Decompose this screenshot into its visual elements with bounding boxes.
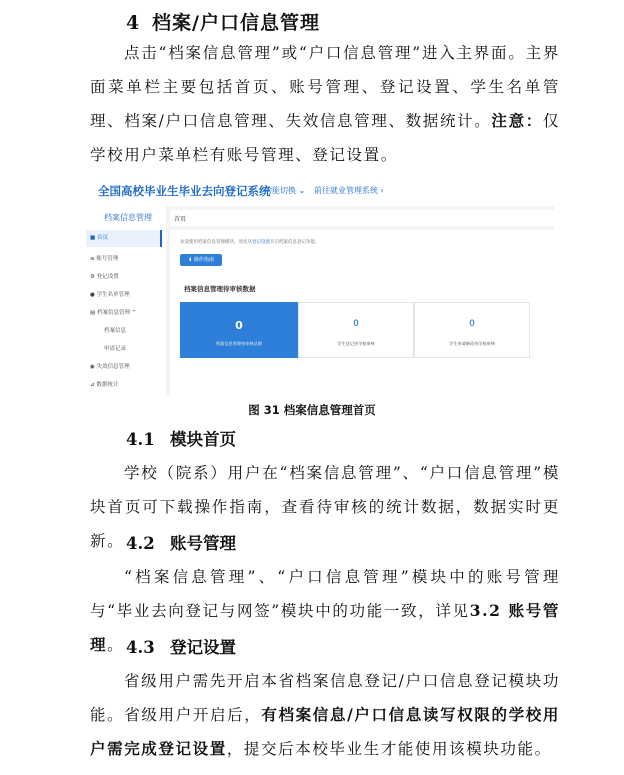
stat-label: 档案信息管理待审核总数 [215,341,263,346]
stats-title: 档案信息管理待审核数据 [184,285,256,293]
paragraph-text: 点击“档案信息管理”或“户口信息管理”进入主界面。主界面菜单栏主要包括首页、账号管理、登记设置、学生名单管理、档案/户口信息管理、失效信息管理、数据统计。 [90,44,560,130]
stat-value: 0 [235,319,243,332]
sidebar-item-register[interactable]: ⚙ 登记设置 [90,274,119,280]
sidebar-item-home[interactable]: ■ 首页 [86,230,162,247]
section-number: 4.2 [126,534,155,553]
stat-value: 0 [353,319,359,329]
stat-register-pending[interactable] [298,302,414,358]
section-title: 档案/户口信息管理 [152,12,320,34]
goto-employment-link[interactable]: 前往就业管理系统 › [314,186,384,195]
main-content [170,230,554,396]
register-settings-link[interactable]: 登记设置 [252,240,270,245]
sidebar-item-label: 登记设置 [96,274,119,280]
figure-caption: 图 31 档案信息管理首页 [248,403,376,417]
stat-total-pending[interactable] [180,302,298,358]
sidebar-header: 档案信息管理 [104,213,152,222]
section-number: 4.1 [126,430,155,449]
welcome-text-pre: 欢迎使用档案信息管理模块，请先从 [180,240,252,245]
sidebar-item-label: 学生名单管理 [96,292,130,298]
note-label: 注意： [491,111,543,130]
section-4-paragraph [90,36,560,172]
sidebar-item-label: 档案信息管理 [96,310,130,316]
sidebar-item-label: 申请记录 [104,346,127,352]
breadcrumb-home[interactable]: 首页 [174,216,187,223]
section-4-3-heading [126,634,236,658]
operation-guide-button[interactable] [180,254,222,266]
function-switch-menu[interactable]: 功能切换 ⌄ [264,186,306,195]
app-header [86,176,554,206]
figure-screenshot [86,176,554,396]
stat-modify-pending[interactable] [414,302,530,358]
paragraph-end: 。 [107,636,125,654]
section-number: 4.3 [126,638,155,657]
sidebar-item-stats[interactable]: ⊿ 数据统计 [90,382,119,388]
stat-label: 学生登记待学校审核 [337,341,375,346]
welcome-text-post: 开启档案信息登记功能。 [270,240,320,245]
sidebar-subitem-applications[interactable] [104,344,126,352]
sidebar-item-archive[interactable]: ▤ 档案信息管理 ⌃ [90,310,137,316]
section-title: 账号管理 [170,534,236,553]
section-4-heading [126,8,320,35]
section-title: 模块首页 [170,430,236,449]
sidebar-item-label: 数据统计 [96,382,119,388]
paragraph-text: 省级用户需先开启本省档案信息登记/户口信息登记模块功能。省级用户开启后， [90,672,560,724]
section-4-3-paragraph [90,664,560,766]
section-4-1-heading [126,426,236,450]
sidebar-item-label: 账号管理 [96,256,119,262]
sidebar-subitem-archive-info[interactable] [104,326,126,334]
sidebar-item-label: 失效信息管理 [96,364,130,370]
sidebar-item-label: 档案信息 [104,328,127,334]
stat-value: 0 [469,319,475,329]
chevron-up-icon: ⌃ [131,310,137,316]
paragraph-text: “档案信息管理”、“户口信息管理”模块中的账号管理与“毕业去向登记与网签”模块中的功能一致，详见 [90,568,560,620]
bold-requirement: 有档案信息/户口信息读写权限的学校用户需完成登记设置 [90,705,560,758]
sidebar-item-invalid[interactable]: ◉ 失效信息管理 [90,364,130,370]
stat-label: 学生申请修改待学校审核 [448,341,496,346]
breadcrumb [170,210,554,226]
paragraph-text-note: 仅学校用户菜单栏有账号管理、登记设置。 [90,112,560,164]
section-title: 登记设置 [170,638,236,657]
cross-reference: 3.2 账号管理 [90,601,561,654]
pending-stats-card [180,280,548,388]
app-title: 全国高校毕业生毕业去向登记系统 [98,184,271,198]
guide-button-label: 操作指南 [193,257,214,263]
welcome-text [180,239,320,245]
download-icon: ⬇ [188,257,193,263]
sidebar-item-account[interactable]: ≡ 账号管理 [90,256,119,262]
section-4-1-paragraph: 学校（院系）用户在“档案信息管理”、“户口信息管理”模块首页可下载操作指南，查看待审核的统计数据，数据实时更新。 [90,464,560,550]
section-4-2-heading [126,530,236,554]
sidebar-item-students[interactable]: ● 学生名单管理 [90,292,130,298]
section-number: 4 [126,12,141,34]
sidebar [86,206,166,396]
paragraph-end: ，提交后本校毕业生才能使用该模块功能。 [226,740,552,758]
sidebar-item-label: 首页 [96,235,108,241]
